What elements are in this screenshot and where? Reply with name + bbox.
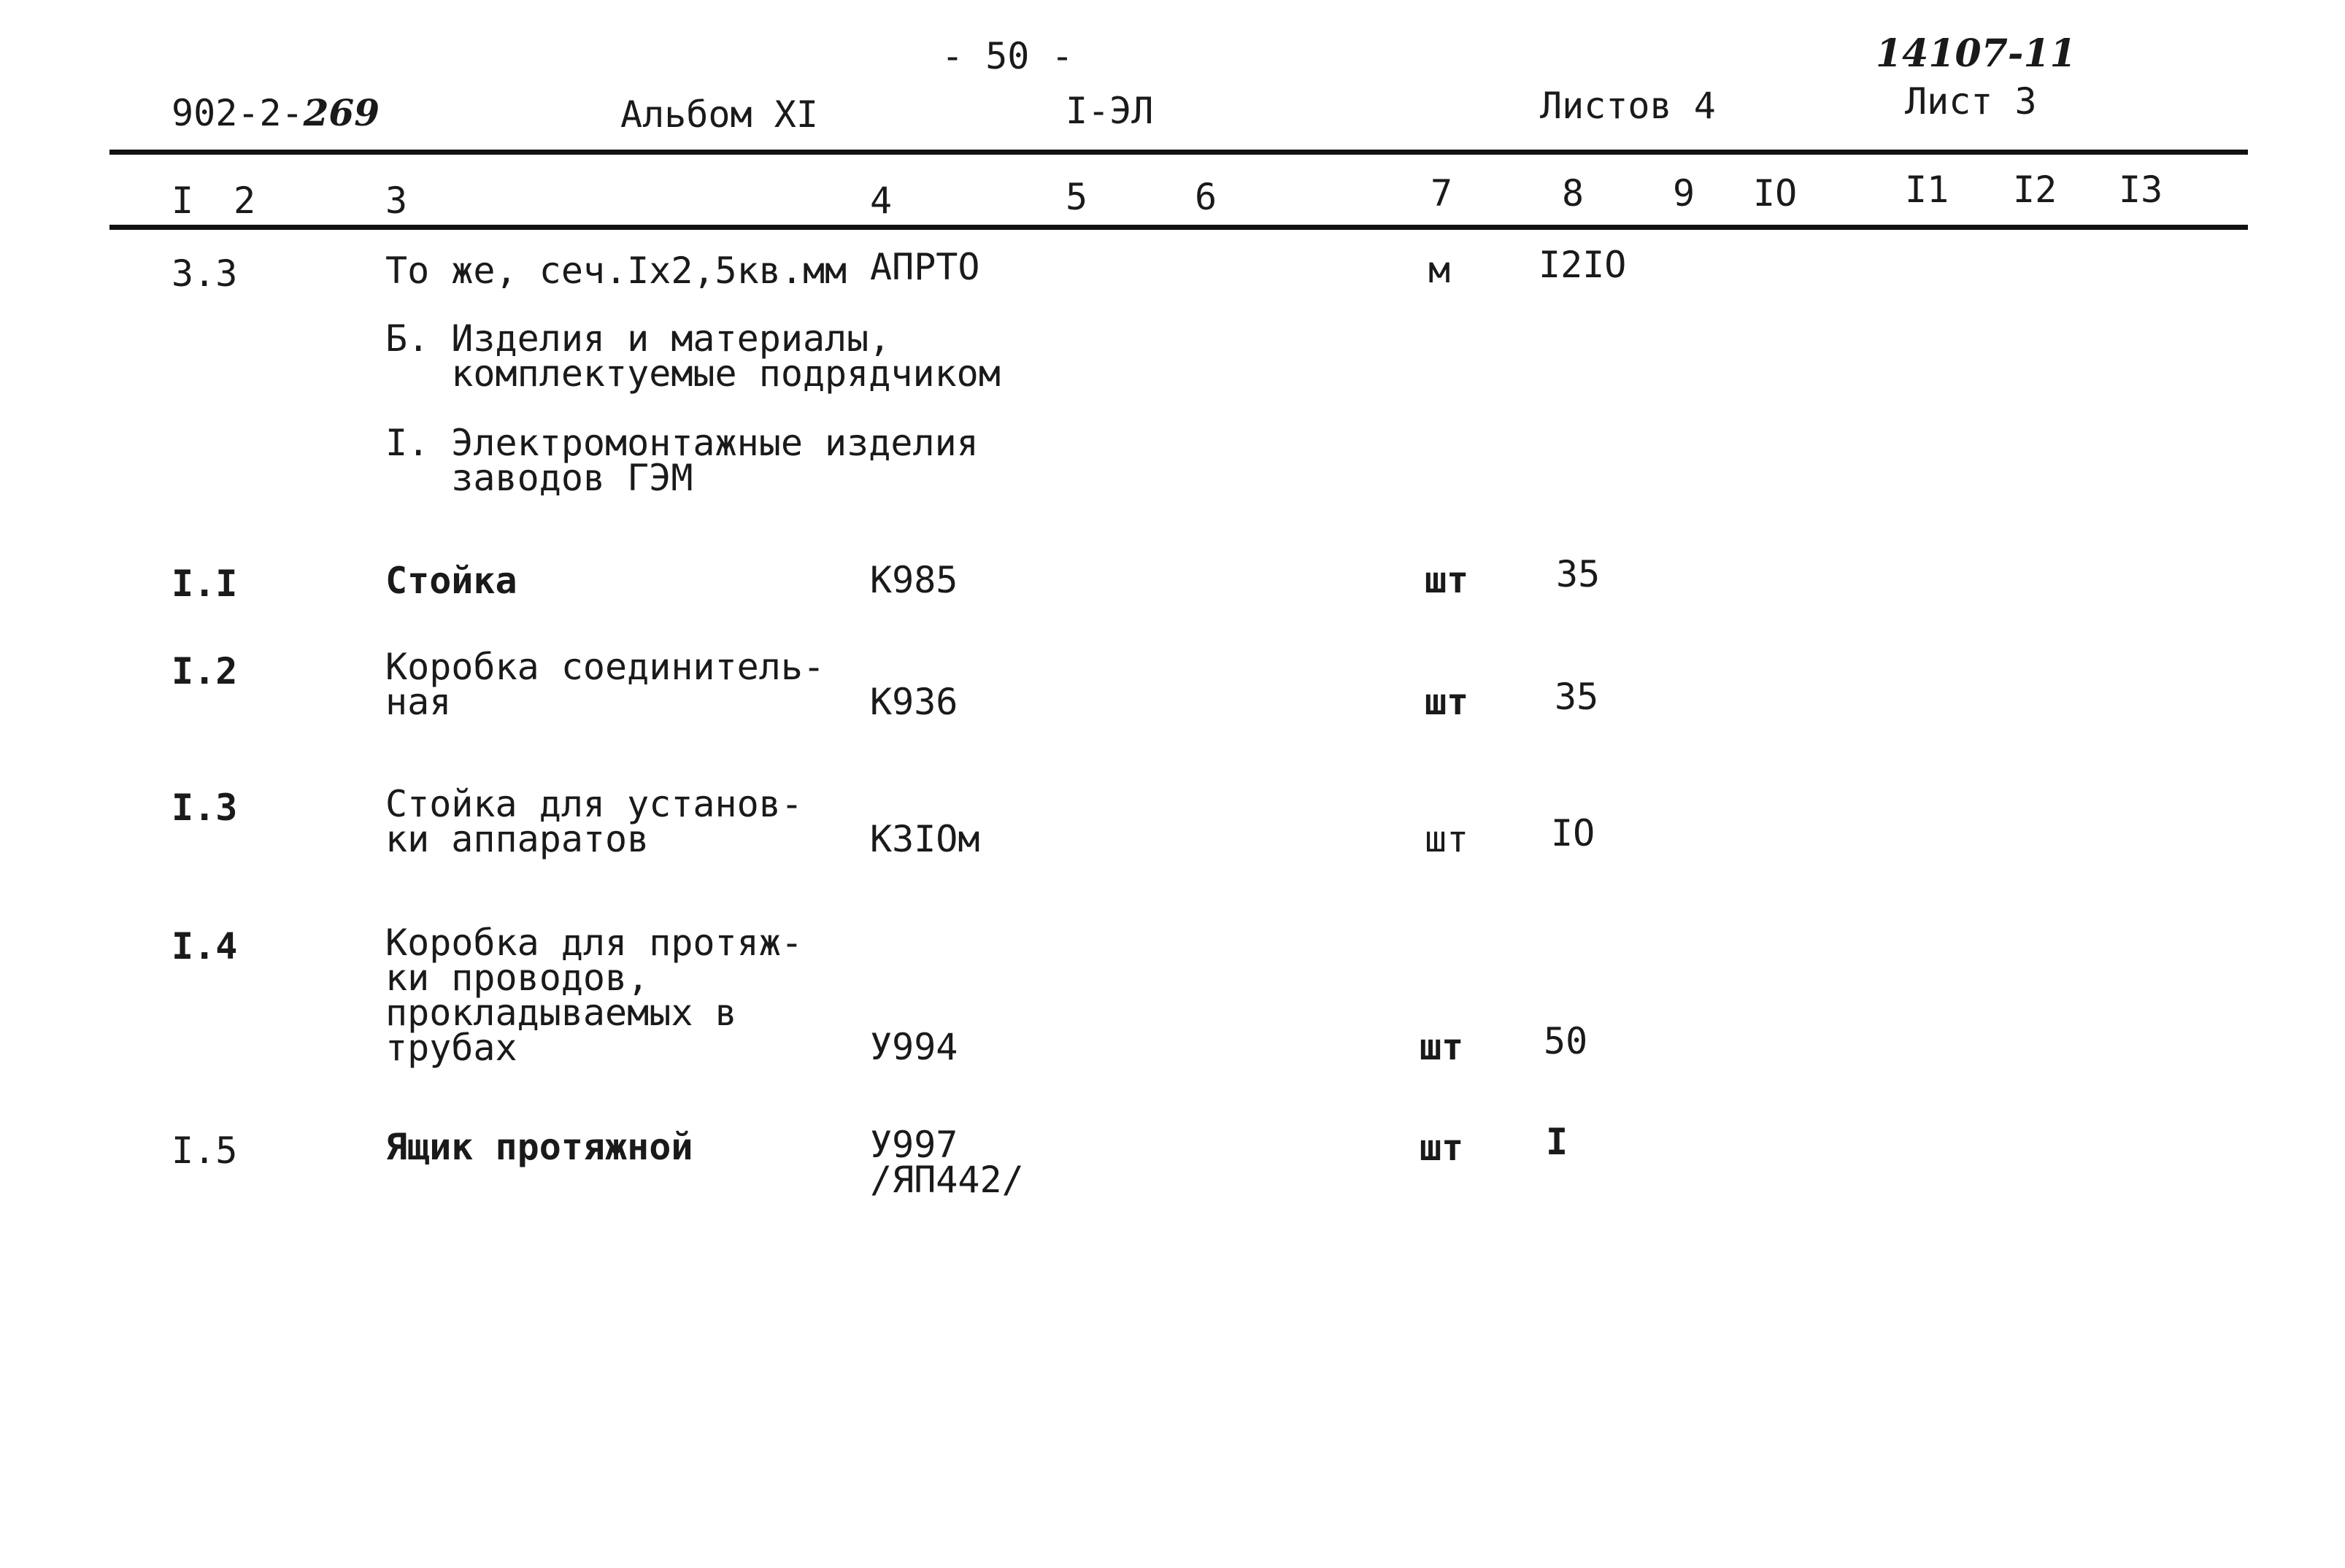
row-code: У994 [870,1026,958,1068]
column-header: I [172,179,194,222]
row-code [870,1124,1024,1201]
album-label: Альбом XI [620,93,818,136]
row-name [385,783,803,860]
section-heading-line: Б. Изделия и материалы, [385,317,891,360]
row-name [385,646,825,723]
row-name: Ящик протяжной [385,1126,693,1168]
column-header: I1 [1905,169,1949,211]
subsection-heading-line: заводов ГЭМ [385,457,693,499]
row-qty: 35 [1555,676,1599,718]
subsection-heading [385,422,979,499]
sheet-number: Лист 3 [1905,80,2037,123]
column-header: 2 [234,179,256,222]
page-number: - 50 - [942,35,1074,77]
row-number: I.5 [172,1129,238,1172]
row-unit: м [1428,249,1451,291]
row-code: К985 [870,559,958,601]
row-unit: шт [1425,818,1469,860]
row-qty: I2IO [1539,244,1627,286]
row-name-line: Стойка для установ- [385,783,803,825]
column-header: 7 [1431,172,1453,215]
column-header: 5 [1066,176,1088,218]
row-number: I.2 [172,650,238,692]
row-name: То же, сеч.Iх2,5кв.мм [385,250,847,292]
handwritten-code: 14107-11 [1876,31,2076,76]
row-name-line: трубах [385,1027,517,1069]
row-name: Стойка [385,560,517,602]
row-name-line: прокладываемых в [385,992,737,1034]
row-number: I.3 [172,787,238,829]
header-rule [109,225,2248,230]
row-unit: шт [1425,559,1469,601]
row-name-line: ки проводов, [385,957,650,999]
column-header: 3 [385,179,408,222]
doc-prefix: 902-2- [172,92,304,134]
column-header: 8 [1562,172,1584,215]
row-qty: 35 [1556,553,1601,595]
section-label: I-ЭЛ [1066,90,1154,132]
row-unit: шт [1420,1026,1464,1068]
section-heading [385,317,1001,395]
column-header: I3 [2119,169,2163,211]
row-number: I.I [172,563,238,605]
doc-code [172,91,380,134]
row-code: К936 [870,681,958,723]
row-unit: шт [1425,681,1469,723]
section-heading-line: комплектуемые подрядчиком [385,352,1001,395]
row-code: АПРТО [870,246,980,288]
row-qty: 50 [1544,1020,1588,1062]
column-header: 6 [1195,176,1217,218]
row-code: К3IОм [870,818,980,860]
row-qty: I [1546,1121,1568,1163]
doc-number-handwritten: 269 [303,91,380,134]
row-qty: IO [1551,812,1595,854]
row-name-line: Коробка для протяж- [385,922,803,964]
row-number: I.4 [172,925,238,968]
sheets-total: Листов 4 [1540,85,1716,127]
row-name-line: ки аппаратов [385,818,650,860]
column-header: I2 [2013,169,2057,211]
column-header: IO [1753,172,1798,215]
top-rule [109,150,2248,155]
row-name-line: ная [385,681,452,723]
subsection-heading-line: I. Электромонтажные изделия [385,422,979,464]
row-unit: шт [1420,1127,1464,1169]
row-number: 3.3 [172,252,238,295]
row-code-line: У997 [870,1124,958,1166]
row-name [385,922,803,1069]
row-name-line: Коробка соединитель- [385,646,825,688]
column-header: 4 [870,179,893,222]
column-header: 9 [1673,172,1695,215]
row-code-line: /ЯП442/ [870,1159,1024,1201]
